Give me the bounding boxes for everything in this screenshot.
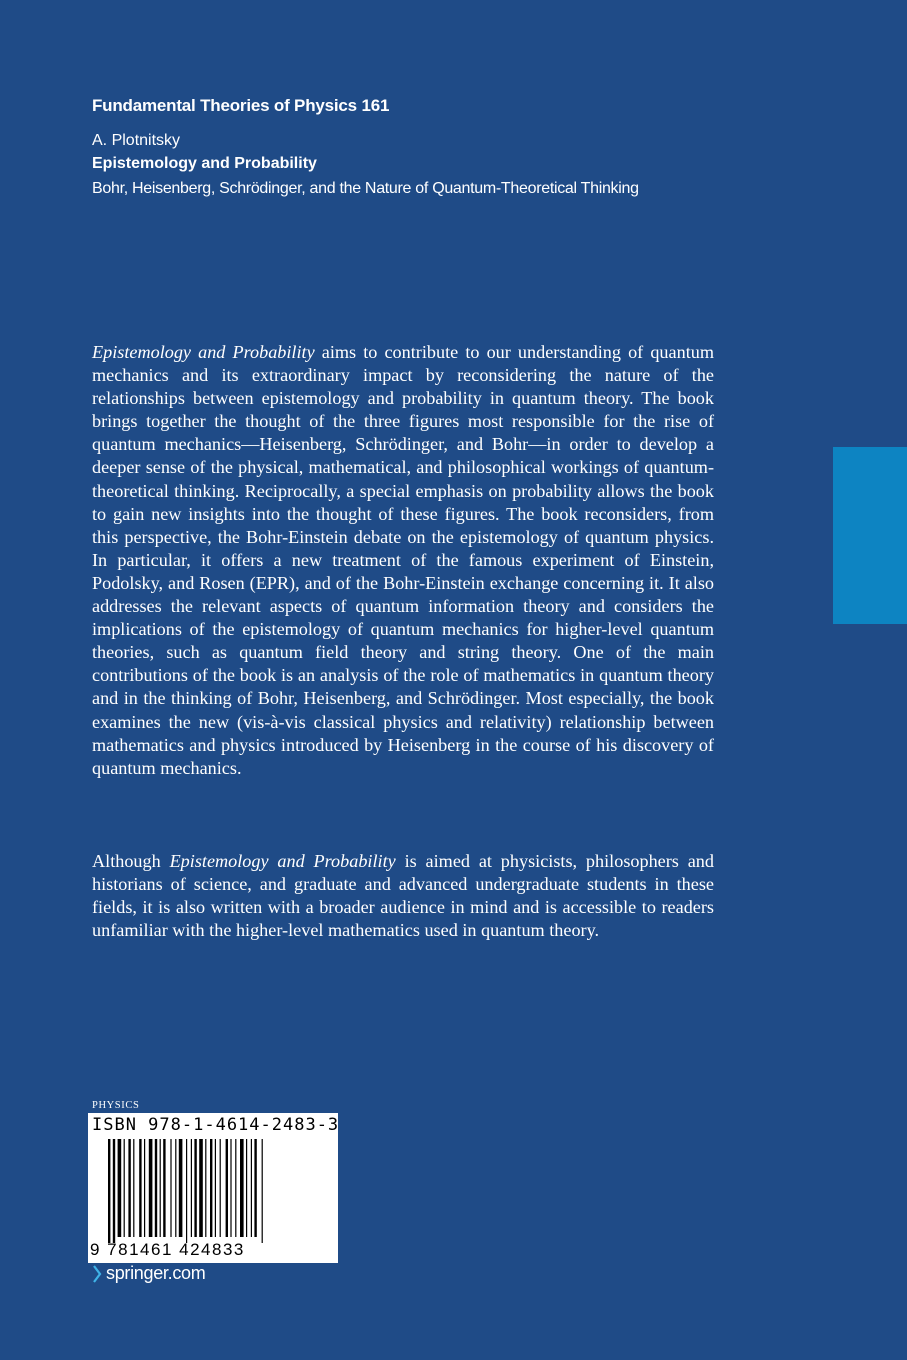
barcode-bars: [108, 1139, 320, 1243]
publisher-website[interactable]: [92, 1263, 205, 1284]
barcode-bar: [230, 1139, 231, 1237]
barcode-bar: [139, 1139, 141, 1237]
barcode-bar: [160, 1139, 161, 1237]
book-title: Epistemology and Probability: [92, 155, 317, 172]
side-color-tab: [833, 447, 907, 624]
barcode-bar: [128, 1139, 130, 1237]
book-subtitle: Bohr, Heisenberg, Schrödinger, and the Nature of Quantum-Theoretical Thinking: [92, 180, 639, 197]
barcode-bar: [262, 1139, 263, 1243]
barcode-bar: [163, 1139, 165, 1237]
blurb-title-italic: Epistemology and Probability: [92, 342, 315, 362]
ean-digits: 9 781461 424833: [90, 1240, 245, 1259]
barcode-bar: [155, 1139, 157, 1237]
barcode-bar: [246, 1139, 247, 1237]
barcode-bar: [118, 1139, 122, 1237]
barcode-bar: [170, 1139, 171, 1237]
isbn-number: ISBN 978-1-4614-2483-3: [92, 1115, 340, 1135]
barcode-bar: [108, 1139, 110, 1243]
barcode-bar: [220, 1139, 221, 1237]
barcode-bar: [144, 1139, 145, 1237]
barcode-bar: [149, 1139, 153, 1237]
barcode-bar: [226, 1139, 228, 1237]
barcode-bar: [235, 1139, 236, 1237]
barcode-bar: [191, 1139, 192, 1237]
blurb-title-italic: Epistemology and Probability: [169, 851, 396, 871]
barcode-bar: [179, 1139, 183, 1237]
website-text: springer.com: [106, 1263, 206, 1283]
blurb-paragraph-1: [92, 341, 714, 780]
barcode-bar: [175, 1139, 176, 1237]
barcode-box: [88, 1113, 338, 1263]
barcode-bar: [199, 1139, 203, 1237]
barcode-bar: [186, 1139, 187, 1243]
barcode-bar: [205, 1139, 206, 1237]
barcode-bar: [215, 1139, 216, 1237]
barcode-bar: [124, 1139, 125, 1237]
subject-category: PHYSICS: [92, 1100, 140, 1111]
series-title: Fundamental Theories of Physics 161: [92, 96, 390, 115]
blurb-text-start: Although: [92, 851, 170, 871]
barcode-bar: [194, 1139, 196, 1237]
barcode-bar: [113, 1139, 115, 1243]
blurb-text: aims to contribute to our understanding of quantum mechanics and its extraordinary impact by reconsidering the nature of the relationships between epistemology and probability in quantum theory. The book brings together the thought of the three figures most responsible for the rise of quantum mechanics—Heisenberg, Schrödinger, and Bohr—in order to develop a deeper sense of the physical, mathematical, and philosophical workings of quantum-theoretical thinking. Reciprocally, a special emphasis on probability allows the book to gain new insights into the thought of these figures. The book reconsiders, from this perspective, the Bohr-Einstein debate on the epistemology of quantum physics. In particular, it offers a new treatment of the famous experiment of Einstein, Podolsky, and Rosen (EPR), and of the Bohr-Einstein exchange concerning it. It also addresses the relevant aspects of quantum information theory and considers the implications of the epistemology of quantum mechanics for higher-level quantum theories, such as quantum field theory and string theory. One of the main contributions of the book is an analysis of the role of mathematics in quantum theory and in the thinking of Bohr, Heisenberg, and Schrödinger. Most especially, the book examines the new (vis-à-vis classical physics and relativity) relationship between mathematics and physics introduced by Heisenberg in the course of his discovery of quantum mechanics.: [92, 342, 714, 778]
blurb-text: is aimed at physicists, philosophers and historians of science, and graduate and advanced undergraduate students in these fields, it is also written with a broader audience in mind and is accessible to readers unfamiliar with the higher-level mathematics used in quantum theory.: [92, 851, 714, 941]
barcode-bar: [133, 1139, 134, 1237]
barcode-bar: [254, 1139, 256, 1237]
barcode-bar: [240, 1139, 244, 1237]
chevron-right-icon: [92, 1265, 102, 1283]
barcode-bar: [210, 1139, 212, 1237]
blurb-paragraph-2: [92, 850, 714, 942]
barcode-bar: [251, 1139, 252, 1237]
author: A. Plotnitsky: [92, 132, 181, 149]
